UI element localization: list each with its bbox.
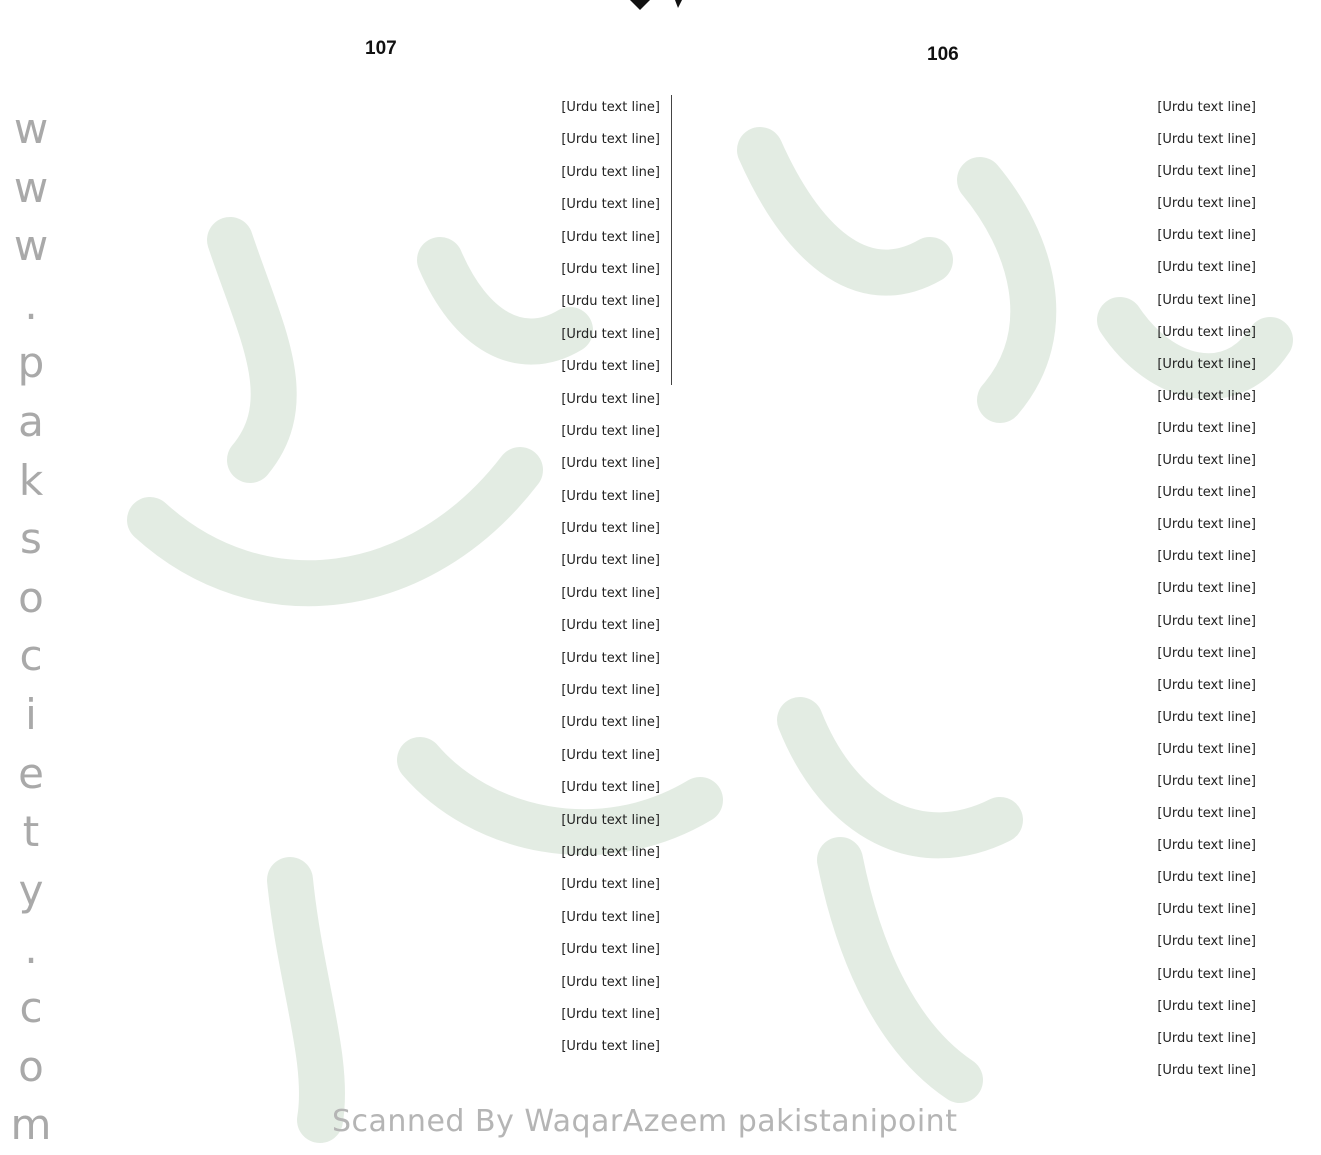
text-line-content: [Urdu text line] — [1157, 734, 1256, 766]
text-line — [80, 481, 660, 513]
page-number-left: 107 — [365, 38, 397, 59]
text-line-content: [Urdu text line] — [1157, 1055, 1256, 1087]
text-line — [80, 448, 660, 480]
side-url-char: w — [13, 104, 49, 153]
text-line — [688, 1055, 1256, 1087]
text-line — [80, 254, 660, 286]
text-line — [80, 869, 660, 901]
text-line-content: [Urdu text line] — [1157, 573, 1256, 605]
column-divider — [671, 95, 672, 385]
text-line — [80, 643, 660, 675]
text-line-content: [Urdu text line] — [561, 772, 660, 804]
text-line — [80, 286, 660, 318]
text-line — [688, 734, 1256, 766]
text-line-content: [Urdu text line] — [561, 92, 660, 124]
text-line — [688, 766, 1256, 798]
text-line — [688, 798, 1256, 830]
text-line-content: [Urdu text line] — [1157, 188, 1256, 220]
text-line-content: [Urdu text line] — [561, 481, 660, 513]
text-line — [688, 509, 1256, 541]
text-line-content: [Urdu text line] — [1157, 830, 1256, 862]
text-line-content: [Urdu text line] — [1157, 381, 1256, 413]
text-line-content: [Urdu text line] — [561, 319, 660, 351]
text-line — [80, 545, 660, 577]
binding-marks — [620, 0, 710, 12]
text-line — [688, 830, 1256, 862]
text-line — [80, 837, 660, 869]
side-url-char: w — [13, 221, 49, 271]
side-url-char: a — [18, 396, 44, 446]
text-line — [80, 157, 660, 189]
text-line-content: [Urdu text line] — [1157, 702, 1256, 734]
side-url-char: c — [19, 982, 43, 1032]
text-line-content: [Urdu text line] — [561, 902, 660, 934]
text-line-content: [Urdu text line] — [561, 869, 660, 901]
text-line — [688, 445, 1256, 477]
side-url-char: w — [13, 162, 49, 212]
text-line-content: [Urdu text line] — [561, 124, 660, 156]
text-line-content: [Urdu text line] — [1157, 991, 1256, 1023]
side-url-char: o — [18, 572, 44, 622]
text-line-content: [Urdu text line] — [561, 578, 660, 610]
text-line-content: [Urdu text line] — [561, 805, 660, 837]
text-line-content: [Urdu text line] — [1157, 92, 1256, 124]
text-line — [688, 156, 1256, 188]
text-line — [688, 606, 1256, 638]
text-line-content: [Urdu text line] — [1157, 477, 1256, 509]
text-line-content: [Urdu text line] — [561, 967, 660, 999]
text-line — [688, 124, 1256, 156]
right-page-text — [688, 92, 1256, 1087]
side-url-char: c — [19, 631, 43, 681]
text-line — [80, 707, 660, 739]
text-line — [80, 610, 660, 642]
text-line-content: [Urdu text line] — [1157, 413, 1256, 445]
side-url-char: k — [18, 455, 44, 505]
text-line — [80, 1031, 660, 1063]
text-line-content: [Urdu text line] — [1157, 606, 1256, 638]
page-number-right: 106 — [927, 44, 959, 65]
side-url-char: . — [24, 279, 38, 329]
text-line — [688, 92, 1256, 124]
text-line-content: [Urdu text line] — [561, 1031, 660, 1063]
text-line-content: [Urdu text line] — [1157, 156, 1256, 188]
text-line-content: [Urdu text line] — [561, 707, 660, 739]
text-line-content: [Urdu text line] — [1157, 670, 1256, 702]
text-line — [80, 902, 660, 934]
text-line-content: [Urdu text line] — [1157, 445, 1256, 477]
side-url-char: y — [18, 865, 44, 915]
text-line-content: [Urdu text line] — [561, 513, 660, 545]
text-line — [80, 967, 660, 999]
text-line — [688, 349, 1256, 381]
text-line — [688, 188, 1256, 220]
text-line — [688, 702, 1256, 734]
text-line — [688, 991, 1256, 1023]
text-line-content: [Urdu text line] — [561, 545, 660, 577]
text-line-content: [Urdu text line] — [561, 189, 660, 221]
side-url-char: s — [20, 514, 42, 564]
scan-credit: Scanned By WaqarAzeem pakistanipoint — [332, 1104, 958, 1139]
text-line-content: [Urdu text line] — [1157, 1023, 1256, 1055]
text-line-content: [Urdu text line] — [561, 157, 660, 189]
text-line-content: [Urdu text line] — [1157, 541, 1256, 573]
text-line-content: [Urdu text line] — [561, 934, 660, 966]
text-line — [688, 285, 1256, 317]
text-line — [688, 862, 1256, 894]
text-line — [80, 384, 660, 416]
text-line — [688, 541, 1256, 573]
text-line — [80, 416, 660, 448]
side-url-char: p — [17, 338, 45, 388]
text-line-content: [Urdu text line] — [1157, 124, 1256, 156]
text-line-content: [Urdu text line] — [561, 222, 660, 254]
text-line — [688, 413, 1256, 445]
text-line — [80, 124, 660, 156]
text-line-content: [Urdu text line] — [1157, 926, 1256, 958]
text-line — [688, 477, 1256, 509]
text-line — [688, 670, 1256, 702]
text-line-content: [Urdu text line] — [561, 675, 660, 707]
text-line-content: [Urdu text line] — [561, 610, 660, 642]
text-line — [688, 638, 1256, 670]
left-page-text — [80, 92, 660, 1064]
text-line-content: [Urdu text line] — [1157, 959, 1256, 991]
text-line-content: [Urdu text line] — [1157, 317, 1256, 349]
text-line — [688, 252, 1256, 284]
text-line — [80, 92, 660, 124]
text-line-content: [Urdu text line] — [1157, 220, 1256, 252]
text-line — [688, 220, 1256, 252]
text-line-content: [Urdu text line] — [1157, 349, 1256, 381]
text-line — [688, 573, 1256, 605]
text-line — [80, 999, 660, 1031]
text-line-content: [Urdu text line] — [1157, 252, 1256, 284]
text-line — [688, 894, 1256, 926]
text-line-content: [Urdu text line] — [561, 448, 660, 480]
text-line-content: [Urdu text line] — [561, 384, 660, 416]
text-line-content: [Urdu text line] — [561, 416, 660, 448]
side-url-char: . — [24, 924, 38, 974]
text-line — [80, 513, 660, 545]
text-line — [80, 351, 660, 383]
text-line — [80, 189, 660, 221]
text-line — [688, 317, 1256, 349]
side-url-char: e — [18, 748, 44, 798]
vertical-site-url — [6, 100, 56, 1155]
text-line-content: [Urdu text line] — [1157, 638, 1256, 670]
text-line-content: [Urdu text line] — [561, 999, 660, 1031]
text-line — [80, 319, 660, 351]
text-line — [80, 578, 660, 610]
side-url-char: o — [18, 1041, 44, 1091]
text-line-content: [Urdu text line] — [561, 643, 660, 675]
text-line — [688, 1023, 1256, 1055]
text-line-content: [Urdu text line] — [1157, 766, 1256, 798]
text-line-content: [Urdu text line] — [561, 740, 660, 772]
text-line-content: [Urdu text line] — [561, 837, 660, 869]
side-url-char: t — [22, 807, 40, 857]
text-line — [80, 772, 660, 804]
text-line — [80, 805, 660, 837]
text-line-content: [Urdu text line] — [561, 254, 660, 286]
text-line-content: [Urdu text line] — [1157, 509, 1256, 541]
text-line-content: [Urdu text line] — [1157, 862, 1256, 894]
text-line — [80, 740, 660, 772]
side-url-char: i — [25, 689, 37, 739]
text-line-content: [Urdu text line] — [1157, 894, 1256, 926]
text-line — [80, 222, 660, 254]
text-line — [688, 959, 1256, 991]
text-line-content: [Urdu text line] — [1157, 798, 1256, 830]
text-line-content: [Urdu text line] — [561, 286, 660, 318]
text-line-content: [Urdu text line] — [561, 351, 660, 383]
text-line-content: [Urdu text line] — [1157, 285, 1256, 317]
text-line — [688, 381, 1256, 413]
side-url-char: m — [10, 1100, 52, 1150]
text-line — [80, 675, 660, 707]
text-line — [80, 934, 660, 966]
text-line — [688, 926, 1256, 958]
